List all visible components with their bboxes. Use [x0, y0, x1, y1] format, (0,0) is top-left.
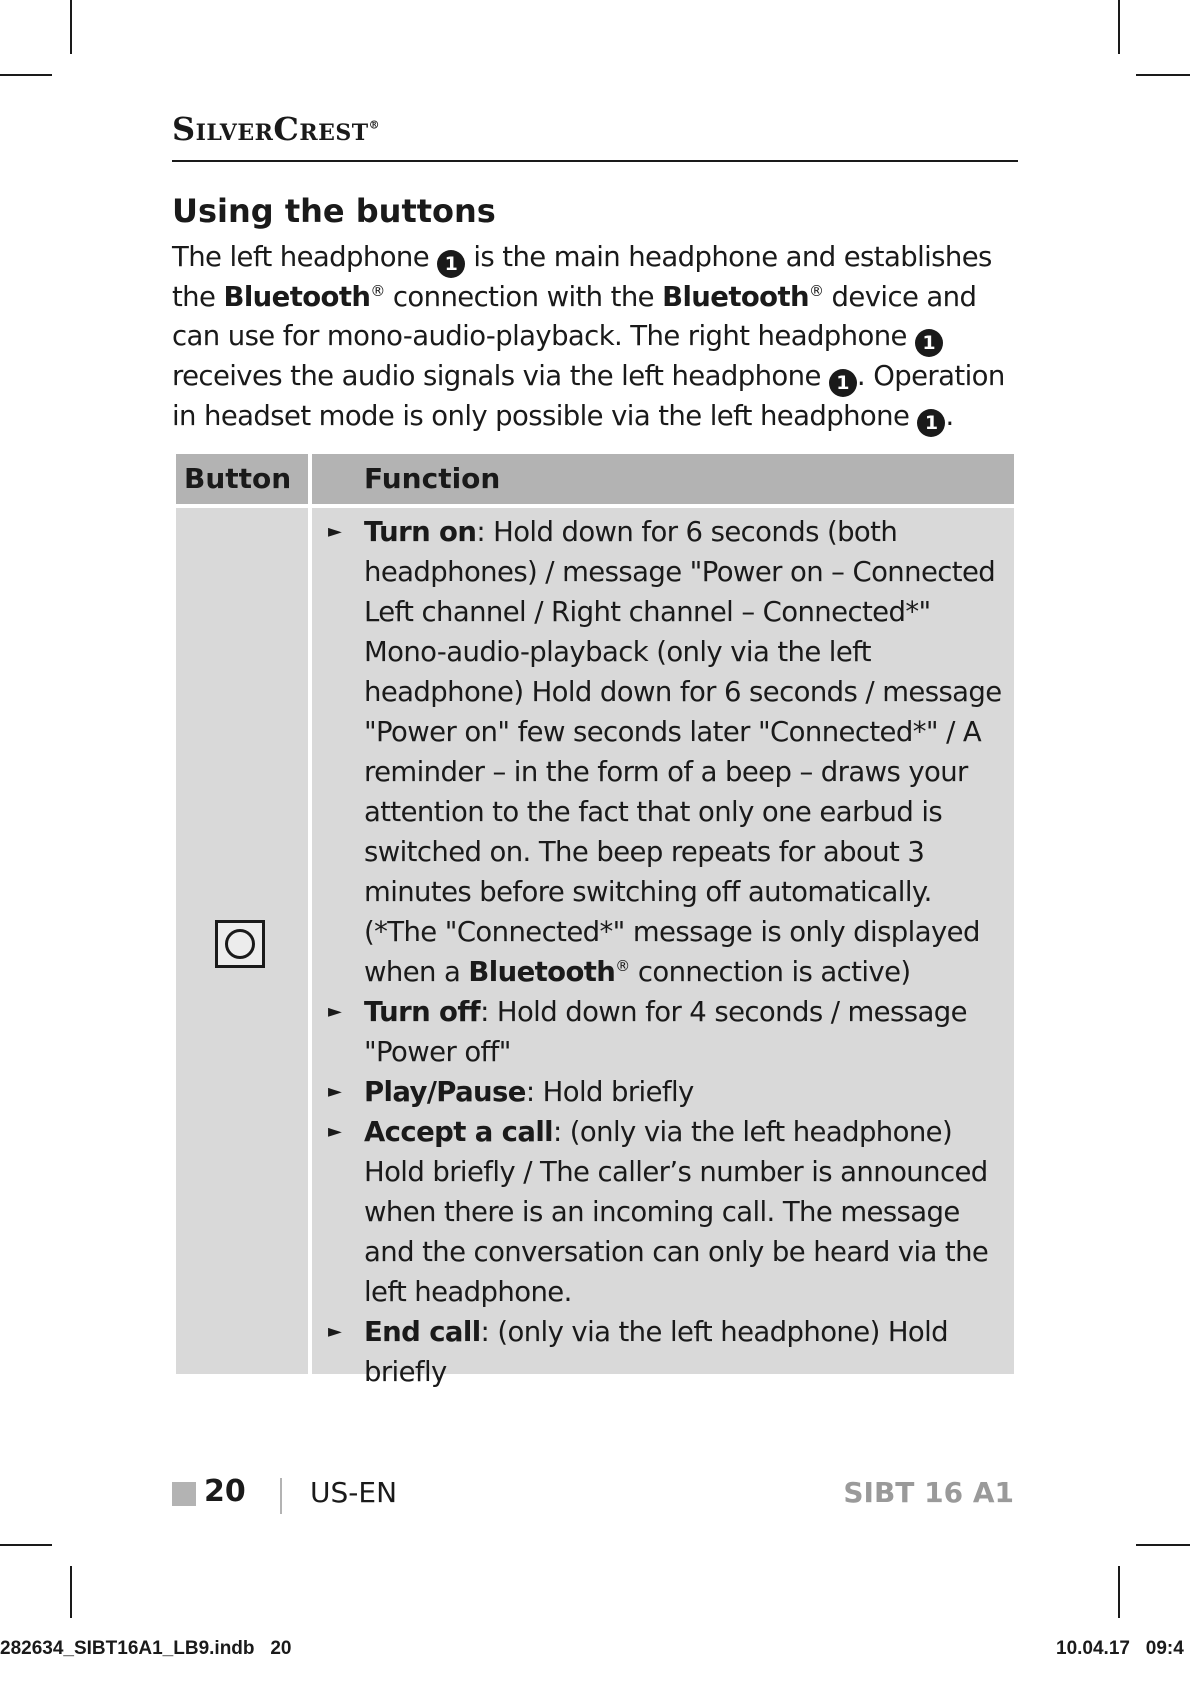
crop-mark	[70, 0, 72, 54]
item-title: Play/Pause	[364, 1076, 526, 1108]
crop-mark	[1118, 1566, 1120, 1618]
print-slug-file: 282634_SIBT16A1_LB9.indb 20	[0, 1638, 292, 1659]
intro-text: receives the audio signals via the left headphone	[172, 359, 829, 392]
crop-mark	[1136, 74, 1190, 76]
brand-name: SilverCrest	[172, 110, 369, 148]
table-header-function: Function	[312, 454, 1014, 504]
item-text: : (only via the left headphone) Hold briefly / The caller’s number is announced when there is an incoming call. The message and the conversation can only be heard via the left headphone.	[364, 1116, 989, 1308]
intro-text: .	[945, 399, 954, 432]
list-item	[322, 992, 1012, 1072]
part-number-badge: 1	[915, 329, 943, 357]
footer-divider	[280, 1478, 282, 1514]
bluetooth-wordmark: Bluetooth	[662, 281, 809, 313]
list-item	[322, 512, 1012, 992]
brand-mark: ®	[368, 118, 381, 132]
item-title: Turn off	[364, 996, 481, 1028]
bullet-arrow-icon: ►	[328, 1081, 342, 1102]
bluetooth-wordmark: Bluetooth	[223, 281, 371, 313]
intro-text: is the main headphone and establishes the	[172, 241, 992, 313]
intro-text: . Operation in headset mode is only possible via the left headphone	[172, 359, 1005, 432]
crop-mark	[1136, 1544, 1190, 1546]
language-code: US-EN	[310, 1476, 398, 1509]
registered-mark: ®	[615, 956, 630, 975]
bullet-arrow-icon: ►	[328, 1121, 342, 1142]
item-text: : Hold briefly	[525, 1076, 694, 1108]
registered-mark: ®	[809, 281, 824, 300]
item-text: : Hold down for 6 seconds (both headphones) / message "Power on – Connected Left channel / Right channel – Connected*" Mono-audio-playback (only via the left headphone) Hold down for 6 seconds / message "Power on" few seconds later "Connected*" / A reminder – in the form of a beep – draws your attention to the fact that only one earbud is switched on. The beep repeats for about 3 minutes before switching off automatically. (*The "Connected*" message is only displayed when a	[364, 516, 1002, 988]
item-title: Accept a call	[364, 1116, 553, 1148]
item-text: connection is active)	[629, 956, 911, 988]
bullet-arrow-icon: ►	[328, 521, 342, 542]
table-header-button: Button	[176, 454, 308, 504]
list-item	[322, 1112, 1012, 1312]
function-list	[322, 512, 1012, 1392]
intro-text: connection with the	[384, 281, 663, 313]
button-circle	[225, 929, 255, 959]
registered-mark: ®	[370, 281, 385, 300]
item-text: : (only via the left headphone) Hold briefly	[364, 1316, 949, 1388]
list-item	[322, 1312, 1012, 1392]
model-number: SIBT 16 A1	[843, 1476, 1014, 1509]
part-number-badge: 1	[437, 250, 465, 278]
crop-mark	[70, 1566, 72, 1618]
page-number: 20	[204, 1474, 246, 1509]
item-title: End call	[364, 1316, 481, 1348]
print-slug-date: 10.04.17 09:4	[1056, 1638, 1184, 1659]
power-button-icon	[215, 920, 265, 968]
crop-mark	[0, 74, 52, 76]
list-item	[322, 1072, 1012, 1112]
part-number-badge: 1	[917, 409, 945, 437]
intro-paragraph	[172, 238, 1020, 437]
bullet-arrow-icon: ►	[328, 1001, 342, 1022]
crop-mark	[1118, 0, 1120, 54]
bluetooth-wordmark: Bluetooth	[468, 956, 616, 988]
section-title: Using the buttons	[172, 192, 496, 230]
header-rule	[172, 160, 1018, 162]
crop-mark	[0, 1544, 52, 1546]
item-title: Turn on	[364, 516, 477, 548]
part-number-badge: 1	[829, 369, 857, 397]
brand-logo	[172, 110, 380, 148]
footer-square	[172, 1482, 196, 1506]
bullet-arrow-icon: ►	[328, 1321, 342, 1342]
intro-text: device and can use for mono-audio-playback. The right headphone	[172, 281, 977, 352]
intro-text: The left headphone	[172, 241, 438, 273]
item-text: : Hold down for 4 seconds / message "Power off"	[364, 996, 967, 1068]
